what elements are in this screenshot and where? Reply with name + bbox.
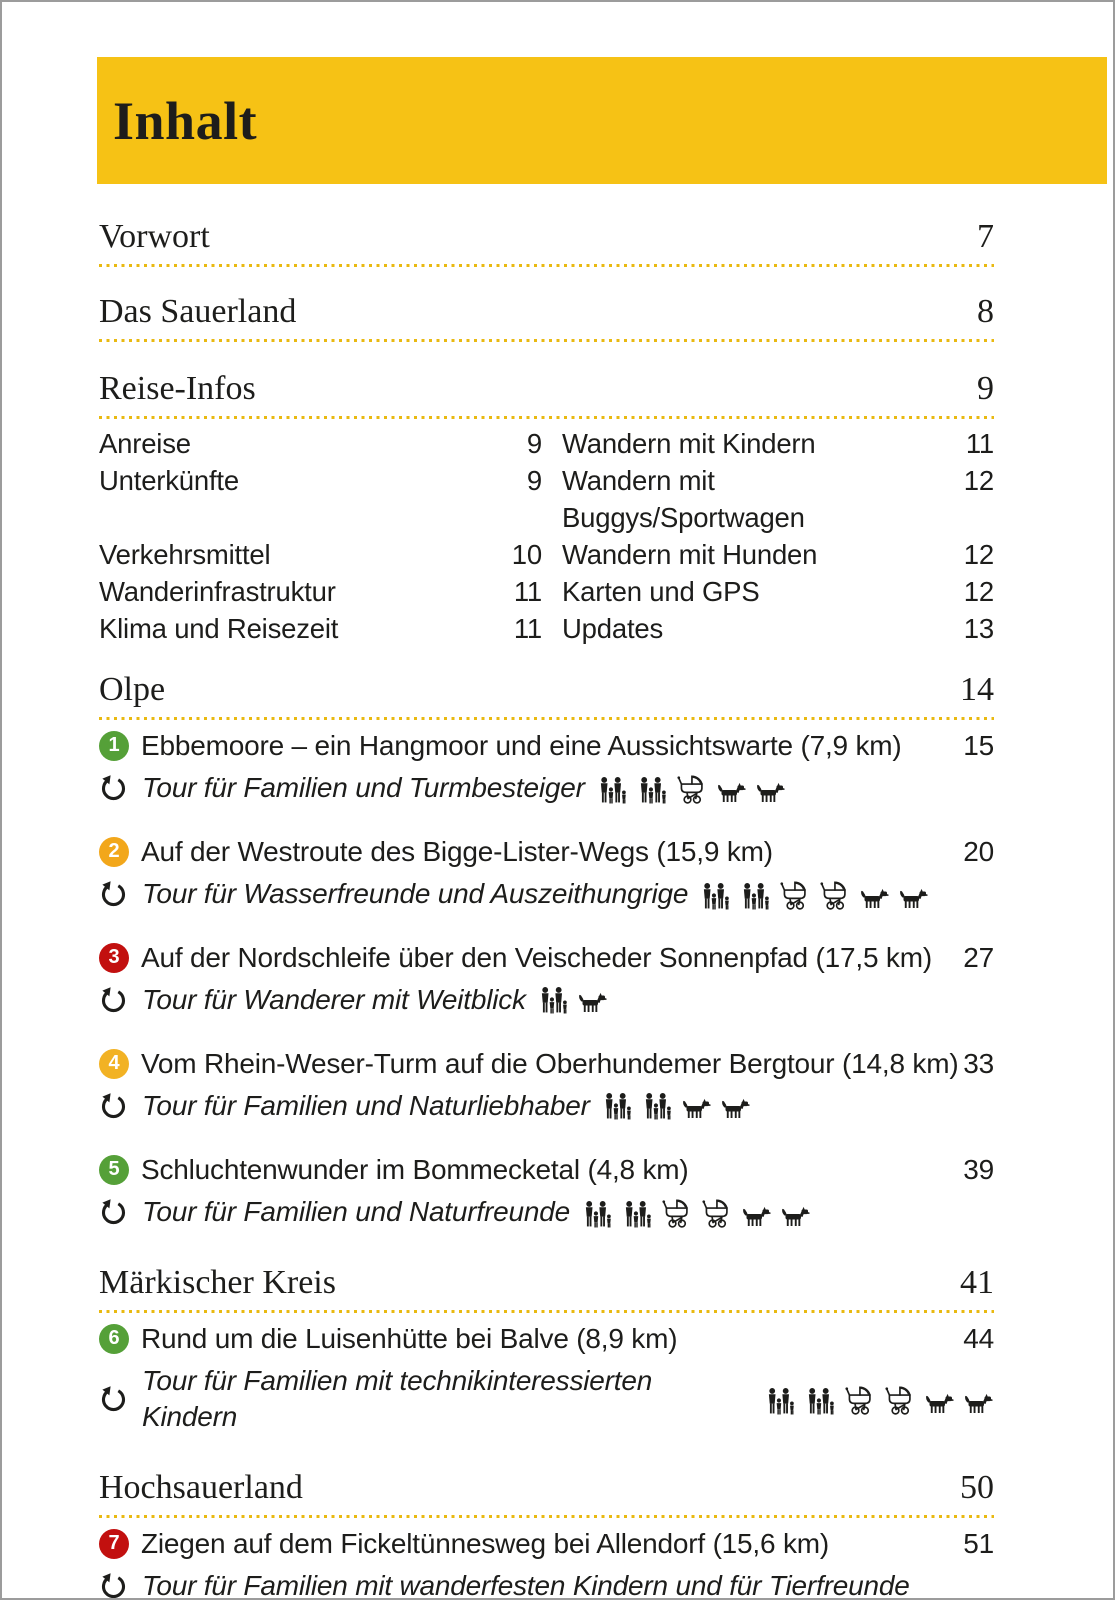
tour-suitability-icons xyxy=(538,986,608,1014)
info-item-page: 10 xyxy=(511,539,542,570)
dog-icon xyxy=(717,782,747,804)
family-icon xyxy=(622,1200,653,1228)
tour-title: Ziegen auf dem Fickeltünnesweg bei Allendorf (15,6 km) xyxy=(141,1528,830,1559)
stroller-icon xyxy=(780,879,811,910)
info-item-page: 11 xyxy=(965,428,994,459)
dog-icon xyxy=(756,782,786,804)
info-item-label: Klima und Reisezeit xyxy=(99,613,339,644)
stroller-icon xyxy=(820,879,851,910)
tour-entry-5 xyxy=(99,1151,994,1230)
info-item-label: Wanderinfrastruktur xyxy=(99,576,336,607)
tour-title: Auf der Nordschleife über den Veischeder Sonnenpfad (17,5 km) xyxy=(141,942,932,973)
info-item-page: 9 xyxy=(526,465,542,496)
section-page-number: 8 xyxy=(977,293,994,330)
info-item-page: 11 xyxy=(513,613,542,644)
family-icon xyxy=(602,1092,633,1120)
toc-section-das-sauerland xyxy=(99,293,994,342)
region-page-number: 14 xyxy=(960,671,994,708)
page-header xyxy=(97,57,1107,184)
tour-page-number: 39 xyxy=(963,1154,994,1185)
loop-tour-icon xyxy=(100,1573,127,1600)
tour-number-badge: 3 xyxy=(99,943,129,973)
stroller-icon xyxy=(885,1384,916,1415)
info-item-page: 12 xyxy=(963,465,994,496)
toc-region-maerkischer-kreis xyxy=(99,1264,994,1313)
loop-tour-icon xyxy=(100,987,127,1014)
stroller-icon xyxy=(702,1197,733,1228)
region-label: Hochsauerland xyxy=(99,1469,303,1506)
dog-icon xyxy=(682,1098,712,1120)
loop-tour-icon xyxy=(100,775,127,802)
dog-icon xyxy=(781,1206,811,1228)
reise-infos-grid xyxy=(99,425,994,647)
info-item-label: Wandern mit Buggys/Sportwagen xyxy=(562,465,805,533)
tour-suitability-icons xyxy=(582,1197,811,1228)
tour-description: Tour für Wasserfreunde und Auszeithungrige xyxy=(142,878,689,909)
tour-description: Tour für Familien und Turmbesteiger xyxy=(142,772,585,803)
tour-number-badge: 2 xyxy=(99,837,129,867)
tour-description: Tour für Familien und Naturliebhaber xyxy=(142,1090,590,1121)
section-page-number: 7 xyxy=(977,218,994,255)
info-item-page: 11 xyxy=(513,576,542,607)
tour-description: Tour für Familien und Naturfreunde xyxy=(142,1196,570,1227)
dog-icon xyxy=(899,888,929,910)
info-item-page: 13 xyxy=(963,613,994,644)
loop-tour-icon xyxy=(100,881,127,908)
section-label: Vorwort xyxy=(99,218,210,255)
stroller-icon xyxy=(662,1197,693,1228)
stroller-icon xyxy=(845,1384,876,1415)
tour-page-number: 15 xyxy=(963,730,994,761)
toc-section-vorwort xyxy=(99,218,994,267)
dog-icon xyxy=(578,992,608,1014)
stroller-icon xyxy=(677,773,708,804)
toc-region-olpe xyxy=(99,671,994,720)
info-item-page: 9 xyxy=(526,428,542,459)
section-label: Das Sauerland xyxy=(99,293,297,330)
info-item-label: Unterkünfte xyxy=(99,465,239,496)
region-page-number: 50 xyxy=(960,1469,994,1506)
tour-number-badge: 7 xyxy=(99,1529,129,1559)
tour-description: Tour für Wanderer mit Weitblick xyxy=(142,984,526,1015)
family-icon xyxy=(597,776,628,804)
tour-number-badge: 6 xyxy=(99,1324,129,1354)
loop-tour-icon xyxy=(100,1093,127,1120)
section-label: Reise-Infos xyxy=(99,370,256,407)
dog-icon xyxy=(964,1393,994,1415)
family-icon xyxy=(700,882,731,910)
dog-icon xyxy=(860,888,890,910)
tour-page-number: 27 xyxy=(963,942,994,973)
family-icon xyxy=(582,1200,613,1228)
family-icon xyxy=(765,1387,796,1415)
tour-number-badge: 5 xyxy=(99,1155,129,1185)
tour-suitability-icons xyxy=(700,879,929,910)
tour-description: Tour für Familien mit technikinteressierten Kindern xyxy=(142,1365,653,1432)
tour-title: Vom Rhein-Weser-Turm auf die Oberhundemer Bergtour (14,8 km) xyxy=(141,1048,959,1079)
tour-suitability-icons xyxy=(765,1384,994,1415)
tour-number-badge: 4 xyxy=(99,1049,129,1079)
family-icon xyxy=(642,1092,673,1120)
region-label: Märkischer Kreis xyxy=(99,1264,336,1301)
info-item-label: Verkehrsmittel xyxy=(99,539,271,570)
family-icon xyxy=(538,986,569,1014)
tour-title: Auf der Westroute des Bigge-Lister-Wegs (15,9 km) xyxy=(141,836,773,867)
info-item-label: Anreise xyxy=(99,428,191,459)
family-icon xyxy=(805,1387,836,1415)
tour-suitability-icons xyxy=(602,1092,751,1120)
family-icon xyxy=(637,776,668,804)
family-icon xyxy=(740,882,771,910)
toc-section-reise-infos xyxy=(99,370,994,419)
tour-entry-7 xyxy=(99,1525,994,1600)
tour-title: Rund um die Luisenhütte bei Balve (8,9 km) xyxy=(141,1323,678,1354)
info-item-label: Wandern mit Kindern xyxy=(562,428,816,459)
tour-entry-2 xyxy=(99,833,994,912)
tour-description: Tour für Familien mit wanderfesten Kindern und für Tierfreunde xyxy=(142,1570,910,1600)
dog-icon xyxy=(742,1206,772,1228)
tour-entry-4 xyxy=(99,1045,994,1124)
dog-icon xyxy=(925,1393,955,1415)
dog-icon xyxy=(721,1098,751,1120)
tour-title: Schluchtenwunder im Bommecketal (4,8 km) xyxy=(141,1154,689,1185)
loop-tour-icon xyxy=(100,1199,127,1226)
tour-page-number: 33 xyxy=(963,1048,994,1079)
loop-tour-icon xyxy=(100,1386,127,1413)
info-item-label: Updates xyxy=(562,613,664,644)
info-item-page: 12 xyxy=(963,539,994,570)
tour-number-badge: 1 xyxy=(99,731,129,761)
info-item-label: Karten und GPS xyxy=(562,576,760,607)
region-label: Olpe xyxy=(99,671,166,708)
toc-content xyxy=(99,184,994,1600)
section-page-number: 9 xyxy=(977,370,994,407)
page-title: Inhalt xyxy=(113,90,258,151)
tour-title: Ebbemoore – ein Hangmoor und eine Aussichtswarte (7,9 km) xyxy=(141,730,902,761)
tour-page-number: 44 xyxy=(963,1323,994,1354)
tour-suitability-icons xyxy=(597,773,786,804)
tour-entry-6 xyxy=(99,1320,994,1435)
toc-region-hochsauerland xyxy=(99,1469,994,1518)
info-item-label: Wandern mit Hunden xyxy=(562,539,818,570)
tour-entry-3 xyxy=(99,939,994,1018)
info-item-page: 12 xyxy=(963,576,994,607)
tour-page-number: 51 xyxy=(963,1528,994,1559)
tour-entry-1 xyxy=(99,727,994,806)
tour-page-number: 20 xyxy=(963,836,994,867)
region-page-number: 41 xyxy=(960,1264,994,1301)
